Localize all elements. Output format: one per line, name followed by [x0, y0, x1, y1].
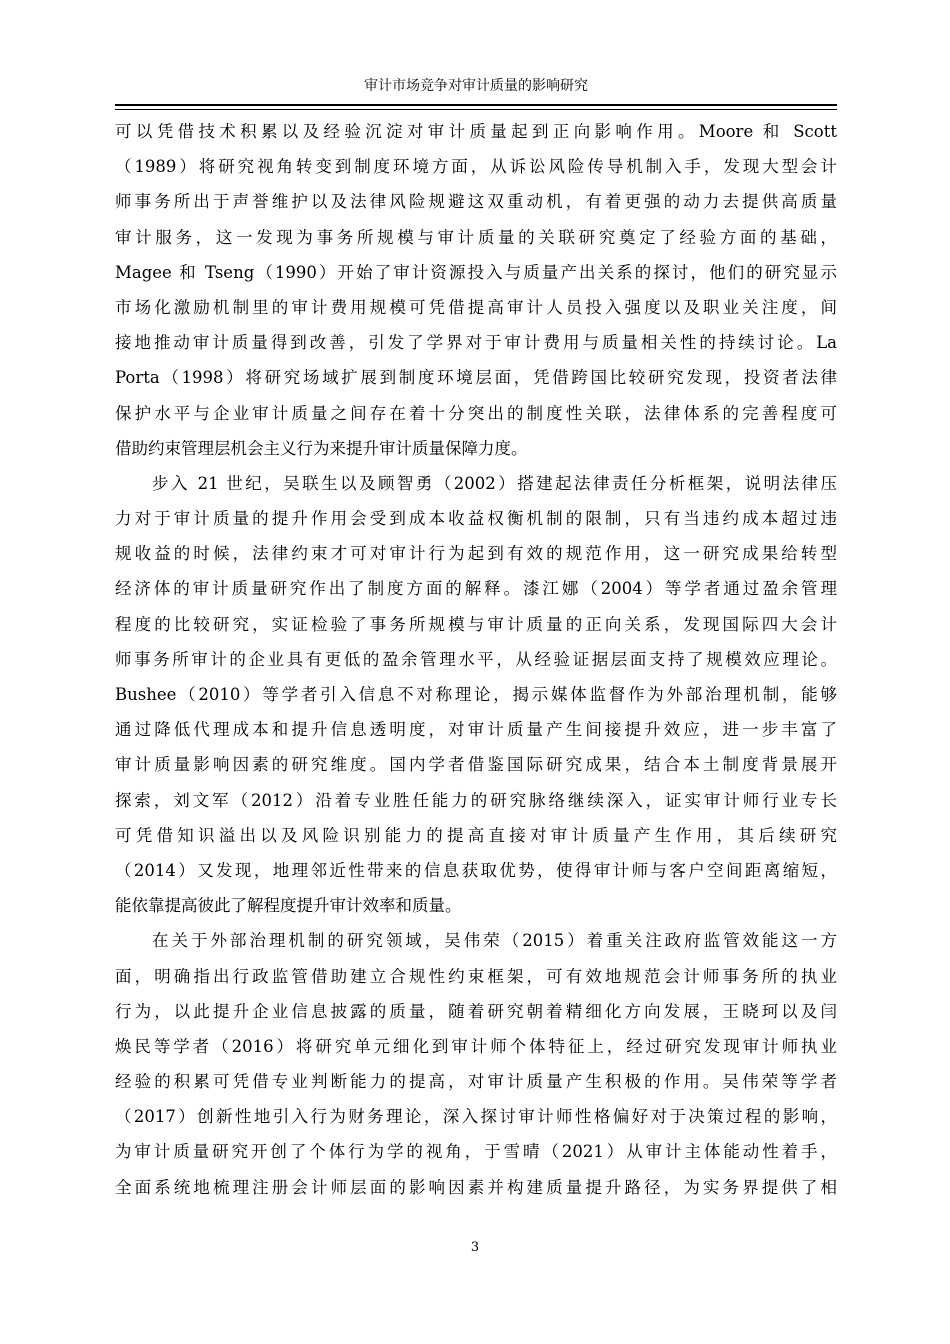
text-line: （2017）创新性地引入行为财务理论，深入探讨审计师性格偏好对于决策过程的影响， [115, 1107, 837, 1127]
text-line: 程度的比较研究，实证检验了事务所规模与审计质量的正向关系，发现国际四大会计 [115, 614, 837, 634]
text-line: （1989）将研究视角转变到制度环境方面，从诉讼风险传导机制入手，发现大型会计 [115, 157, 837, 177]
paragraph [115, 114, 837, 466]
text-line: 市场化激励机制里的审计费用规模可凭借提高审计人员投入强度以及职业关注度，间 [115, 297, 837, 317]
text-line: 规收益的时候，法律约束才可对审计行为起到有效的规范作用，这一研究成果给转型 [115, 544, 837, 564]
running-header: 审计市场竞争对审计质量的影响研究 [364, 78, 588, 94]
text-line: 师事务所出于声誉维护以及法律风险规避这双重动机，有着更强的动力去提供高质量 [115, 192, 837, 212]
paragraph [115, 923, 837, 1205]
paragraph [115, 466, 837, 923]
header-rule-thin [115, 109, 837, 110]
text-line: 经济体的审计质量研究作出了制度方面的解释。漆江娜（2004）等学者通过盈余管理 [115, 579, 837, 599]
text-line: 接地推动审计质量得到改善，引发了学界对于审计费用与质量相关性的持续讨论。La [115, 333, 837, 353]
text-line: 通过降低代理成本和提升信息透明度，对审计质量产生间接提升效应，进一步丰富了 [115, 720, 837, 740]
text-line: 在关于外部治理机制的研究领域，吴伟荣（2015）着重关注政府监管效能这一方 [152, 931, 837, 951]
text-line: 探索，刘文军（2012）沿着专业胜任能力的研究脉络继续深入，证实审计师行业专长 [115, 790, 837, 810]
text-line: Porta（1998）将研究场域扩展到制度环境层面，凭借跨国比较研究发现，投资者法律 [115, 368, 837, 388]
text-line: 借助约束管理层机会主义行为来提升审计质量保障力度。 [115, 438, 528, 458]
text-line: 能依靠提高彼此了解程度提升审计效率和质量。 [115, 896, 462, 916]
text-line: 可凭借知识溢出以及风险识别能力的提高直接对审计质量产生作用，其后续研究 [115, 825, 837, 845]
text-line: 面，明确指出行政监管借助建立合规性约束框架，可有效地规范会计师事务所的执业 [115, 966, 837, 986]
text-line: Bushee（2010）等学者引入信息不对称理论，揭示媒体监督作为外部治理机制，能够 [115, 685, 837, 704]
text-line: 师事务所审计的企业具有更低的盈余管理水平，从经验证据层面支持了规模效应理论。 [115, 649, 837, 669]
text-line: 经验的积累可凭借专业判断能力的提高，对审计质量产生积极的作用。吴伟荣等学者 [115, 1072, 837, 1092]
text-line: 步入 21 世纪，吴联生以及顾智勇（2002）搭建起法律责任分析框架，说明法律压 [152, 473, 837, 493]
text-line: 保护水平与企业审计质量之间存在着十分突出的制度性关联，法律体系的完善程度可 [115, 403, 837, 423]
text-line: 可以凭借技术积累以及经验沉淀对审计质量起到正向影响作用。Moore 和 Scott [115, 122, 837, 141]
body-text [115, 114, 837, 1205]
text-line: （2014）又发现，地理邻近性带来的信息获取优势，使得审计师与客户空间距离缩短， [115, 860, 837, 880]
text-line: 审计质量影响因素的研究维度。国内学者借鉴国际研究成果，结合本土制度背景展开 [115, 755, 837, 775]
text-line: 力对于审计质量的提升作用会受到成本收益权衡机制的限制，只有当违约成本超过违 [115, 509, 837, 529]
page-number: 3 [470, 1240, 480, 1255]
text-line: 焕民等学者（2016）将研究单元细化到审计师个体特征上，经过研究发现审计师执业 [115, 1036, 837, 1056]
text-line: 全面系统地梳理注册会计师层面的影响因素并构建质量提升路径，为实务界提供了相 [115, 1177, 837, 1197]
text-line: 审计服务，这一发现为事务所规模与审计质量的关联研究奠定了经验方面的基础， [115, 227, 837, 247]
text-line: 行为，以此提升企业信息披露的质量，随着研究朝着精细化方向发展，王晓珂以及闫 [115, 1001, 837, 1021]
header-rule-thick [115, 104, 837, 106]
text-line: 为审计质量研究开创了个体行为学的视角，于雪晴（2021）从审计主体能动性着手， [115, 1142, 837, 1162]
text-line: Magee 和 Tseng（1990）开始了审计资源投入与质量产出关系的探讨，他们的研究显示 [115, 262, 837, 282]
